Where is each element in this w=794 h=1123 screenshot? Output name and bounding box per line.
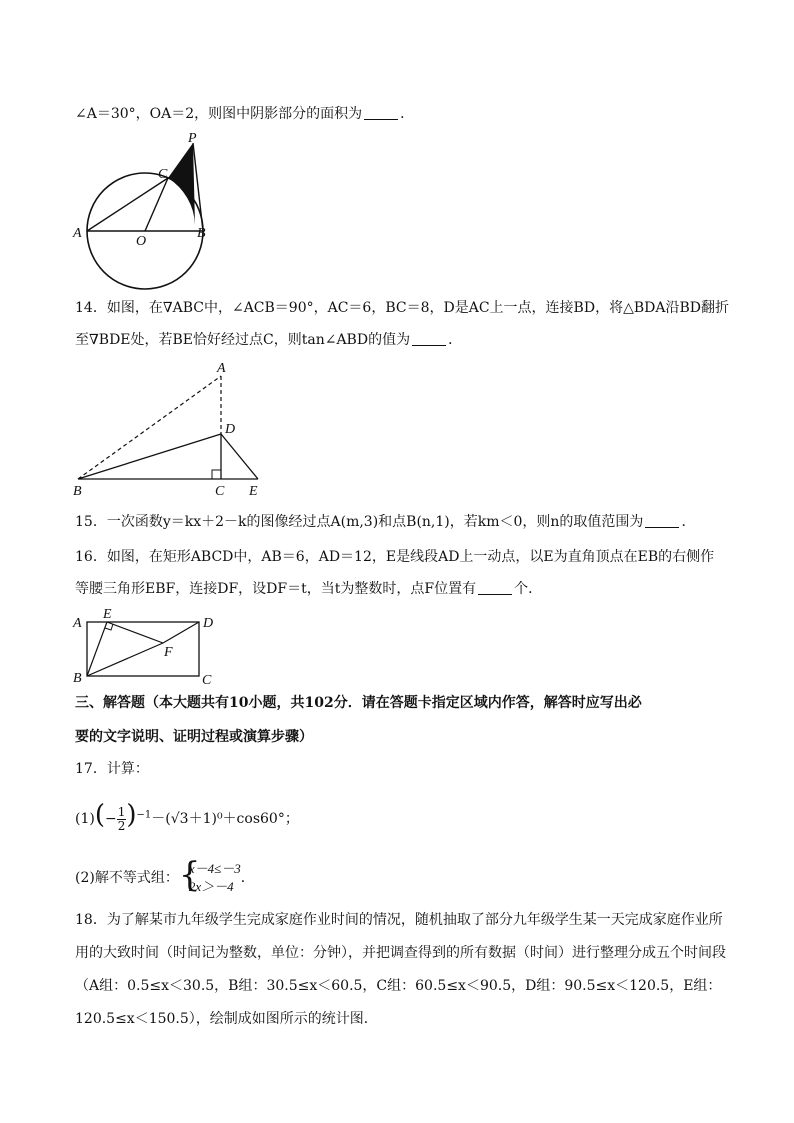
q15-text: 15．一次函数y＝kx＋2－k的图像经过点A(m,3)和点B(n,1)，若km＜0，则n的取值范围为 bbox=[75, 514, 644, 530]
q18-line-2: 用的大致时间（时间记为整数，单位：分钟），并把调查得到的所有数据（时间）进行整理分成五个时间段 bbox=[75, 945, 726, 961]
q17-title: 17．计算： bbox=[75, 761, 149, 777]
q17-part-1: (1)(− $\frac{1}{2}$ )$^{-1}$－(√3＋1)⁰＋cos60°； bbox=[75, 800, 299, 833]
fraction-denominator: 2 bbox=[117, 818, 126, 833]
inequality-system bbox=[178, 855, 241, 896]
fraction-numerator: 1 bbox=[117, 804, 126, 819]
label-p: P bbox=[188, 131, 197, 146]
label-d: D bbox=[225, 422, 236, 437]
q13-text: ∠A＝30°，OA＝2，则图中阴影部分的面积为 bbox=[75, 106, 363, 122]
q17-part-1-rest: －(√3＋1)⁰＋cos60°； bbox=[151, 811, 299, 827]
label-e: E bbox=[103, 607, 112, 622]
label-b: B bbox=[73, 671, 82, 686]
label-a: A bbox=[73, 226, 82, 241]
section-3-heading-line-1: 三、解答题（本大题共有10小题，共102分．请在答题卡指定区域内作答，解答时应写出必 bbox=[75, 695, 642, 711]
q13-tail: ． bbox=[400, 106, 415, 122]
label-b: B bbox=[73, 484, 82, 499]
paren-open: ( bbox=[94, 800, 105, 830]
brace-icon: { bbox=[178, 855, 201, 895]
inequality-2: 2x＞－4 bbox=[188, 879, 234, 894]
segment-df bbox=[163, 622, 199, 643]
segment-ef bbox=[107, 622, 163, 643]
label-c: C bbox=[158, 167, 168, 182]
q14-tail: ． bbox=[448, 332, 463, 348]
inequality-1: x－4≤－3 bbox=[188, 861, 241, 876]
q16-text: 等腰三角形EBF，连接DF，设DF＝t，当t为整数时，点F位置有 bbox=[75, 581, 477, 597]
label-b: B bbox=[197, 226, 206, 241]
q17-part-2-prefix: (2)解不等式组： bbox=[75, 870, 179, 886]
segment-bf bbox=[87, 643, 163, 676]
q15-tail: ． bbox=[681, 514, 696, 530]
label-o: O bbox=[136, 234, 147, 249]
q17-part-2 bbox=[75, 855, 255, 898]
label-a: A bbox=[73, 616, 82, 631]
q16-tail: 个． bbox=[514, 581, 543, 597]
q16-line-1: 16．如图，在矩形ABCD中，AB＝6，AD＝12，E是线段AD上一动点，以E为直角顶点在EB的右侧作 bbox=[75, 549, 715, 565]
exponent: −1 bbox=[136, 809, 152, 821]
q17-part-1-prefix: (1) bbox=[75, 811, 95, 827]
q18-line-4: 120.5≤x＜150.5），绘制成如图所示的统计图． bbox=[75, 1011, 378, 1027]
paren-close: ) bbox=[126, 800, 137, 830]
label-f: F bbox=[164, 645, 173, 660]
label-e: E bbox=[249, 484, 258, 499]
fraction-one-half bbox=[117, 806, 127, 833]
label-d: D bbox=[203, 616, 214, 631]
q18-line-3: （A组：0.5≤x＜30.5，B组：30.5≤x＜60.5，C组：60.5≤x＜90.5，D组：90.5≤x＜120.5，E组： bbox=[75, 978, 722, 994]
q14-line-1: 14．如图，在∇ABC中，∠ACB＝90°，AC＝6，BC＝8，D是AC上一点，连接BD，将△BDA沿BD翻折 bbox=[75, 300, 729, 316]
label-c: C bbox=[215, 484, 225, 499]
label-c: C bbox=[202, 673, 212, 688]
q14-text: 至∇BDE处，若BE恰好经过点C，则tan∠ABD的值为 bbox=[75, 332, 411, 348]
segment-eb bbox=[87, 622, 107, 676]
q17-part-2-tail: ． bbox=[240, 870, 255, 886]
section-3-heading-line-2: 要的文字说明、证明过程或演算步骤） bbox=[75, 729, 313, 745]
q18-line-1: 18．为了解某市九年级学生完成家庭作业时间的情况，随机抽取了部分九年级学生某一天完成家庭作业所 bbox=[75, 912, 723, 928]
label-a: A bbox=[217, 361, 226, 376]
